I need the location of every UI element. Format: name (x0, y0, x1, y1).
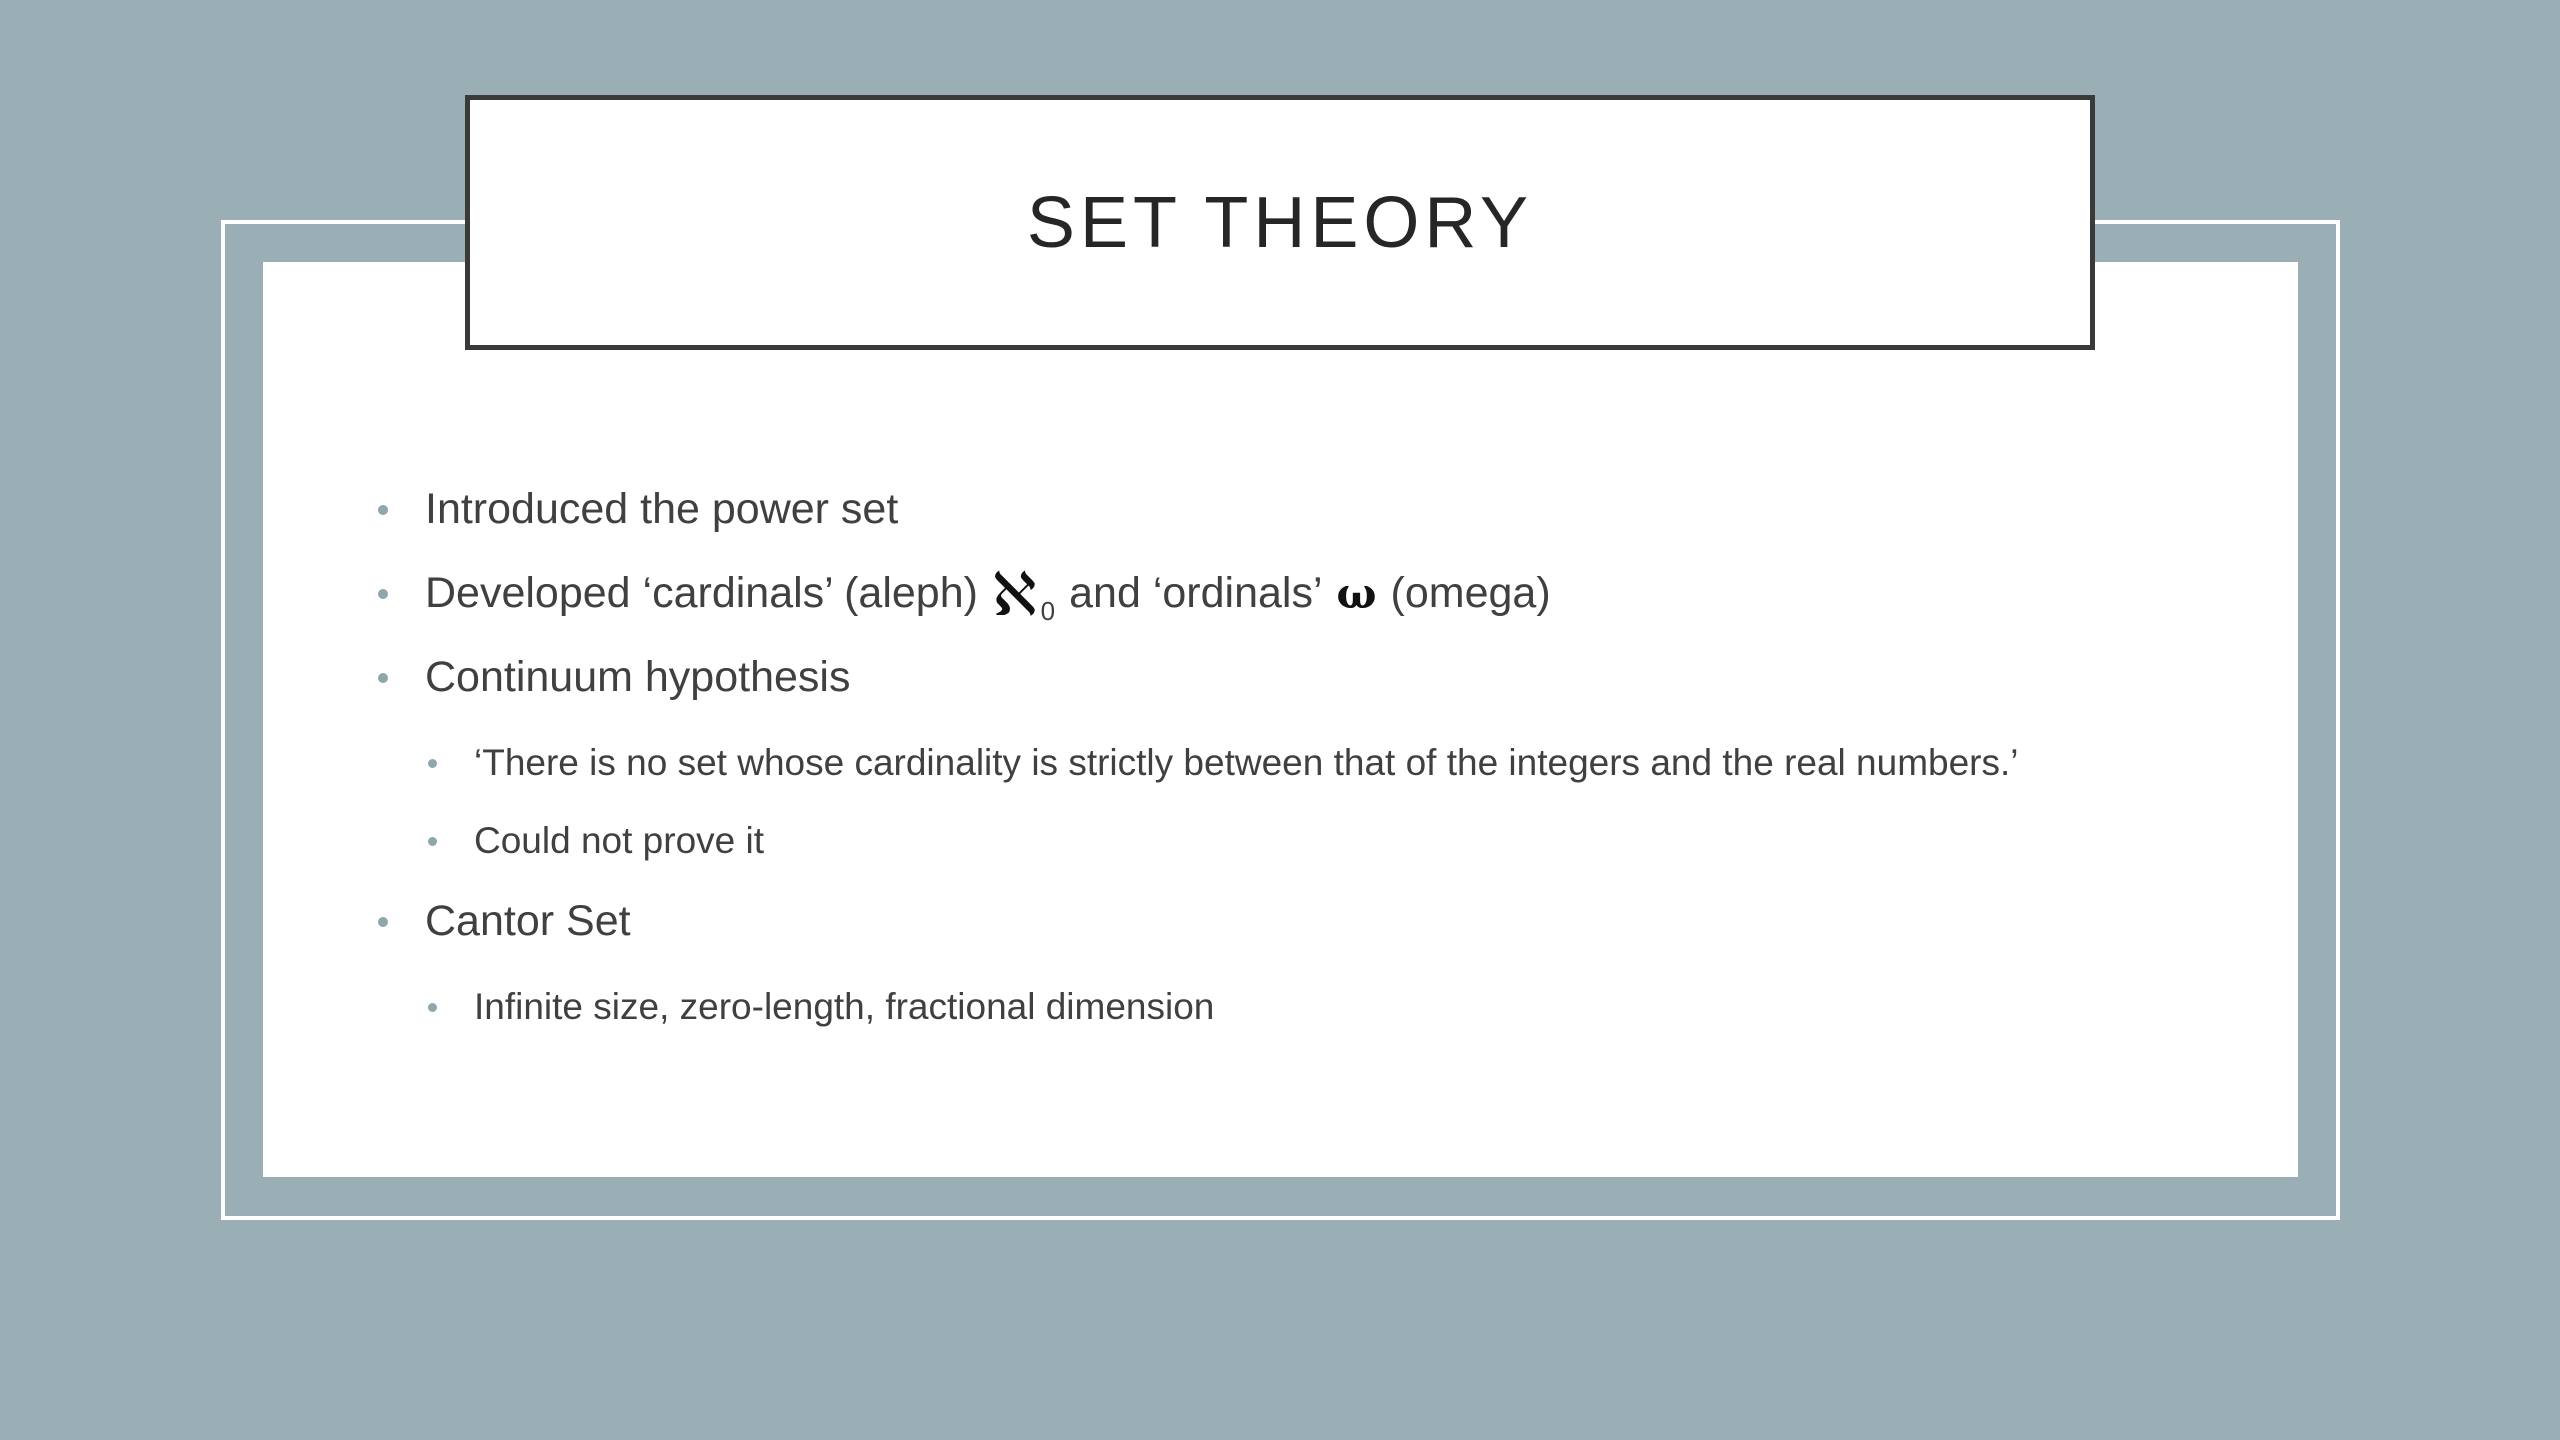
bullet-text: Introduced the power set (425, 484, 899, 533)
slide-title-box (465, 95, 2095, 350)
bullet-text-middle: and ‘ordinals’ (1069, 568, 1323, 617)
omega-symbol: ω (1336, 568, 1377, 618)
bullet-text-before: Developed ‘cardinals’ (aleph) (425, 568, 978, 617)
bullet-dot-icon (378, 589, 388, 599)
sub-bullet-item-definition (378, 744, 2178, 782)
bullet-list (378, 484, 2178, 1066)
bullet-dot-icon (378, 505, 388, 515)
bullet-text: Cantor Set (425, 896, 631, 945)
bullet-dot-icon (378, 673, 388, 683)
sub-bullet-dot-icon (428, 837, 437, 846)
bullet-item-power-set (378, 484, 2178, 533)
aleph-symbol: ℵ (991, 560, 1037, 630)
sub-bullet-item-cantor-properties (378, 988, 2178, 1026)
sub-bullet-dot-icon (428, 759, 437, 768)
aleph-subscript: 0 (1040, 595, 1056, 626)
bullet-text-after: (omega) (1390, 568, 1551, 617)
bullet-item-continuum-hypothesis (378, 652, 2178, 701)
sub-bullet-dot-icon (428, 1003, 437, 1012)
bullet-dot-icon (378, 917, 388, 927)
sub-bullet-text: Infinite size, zero-length, fractional dimension (474, 986, 1215, 1027)
sub-bullet-text: ‘There is no set whose cardinality is strictly between that of the integers and the real numbers.’ (474, 742, 2019, 783)
bullet-item-cantor-set (378, 896, 2178, 945)
slide-title: SET THEORY (1026, 182, 1534, 263)
sub-bullet-text: Could not prove it (474, 820, 765, 861)
sub-bullet-item-could-not-prove (378, 822, 2178, 860)
bullet-text: Continuum hypothesis (425, 652, 851, 701)
bullet-item-cardinals-ordinals (378, 560, 2178, 630)
